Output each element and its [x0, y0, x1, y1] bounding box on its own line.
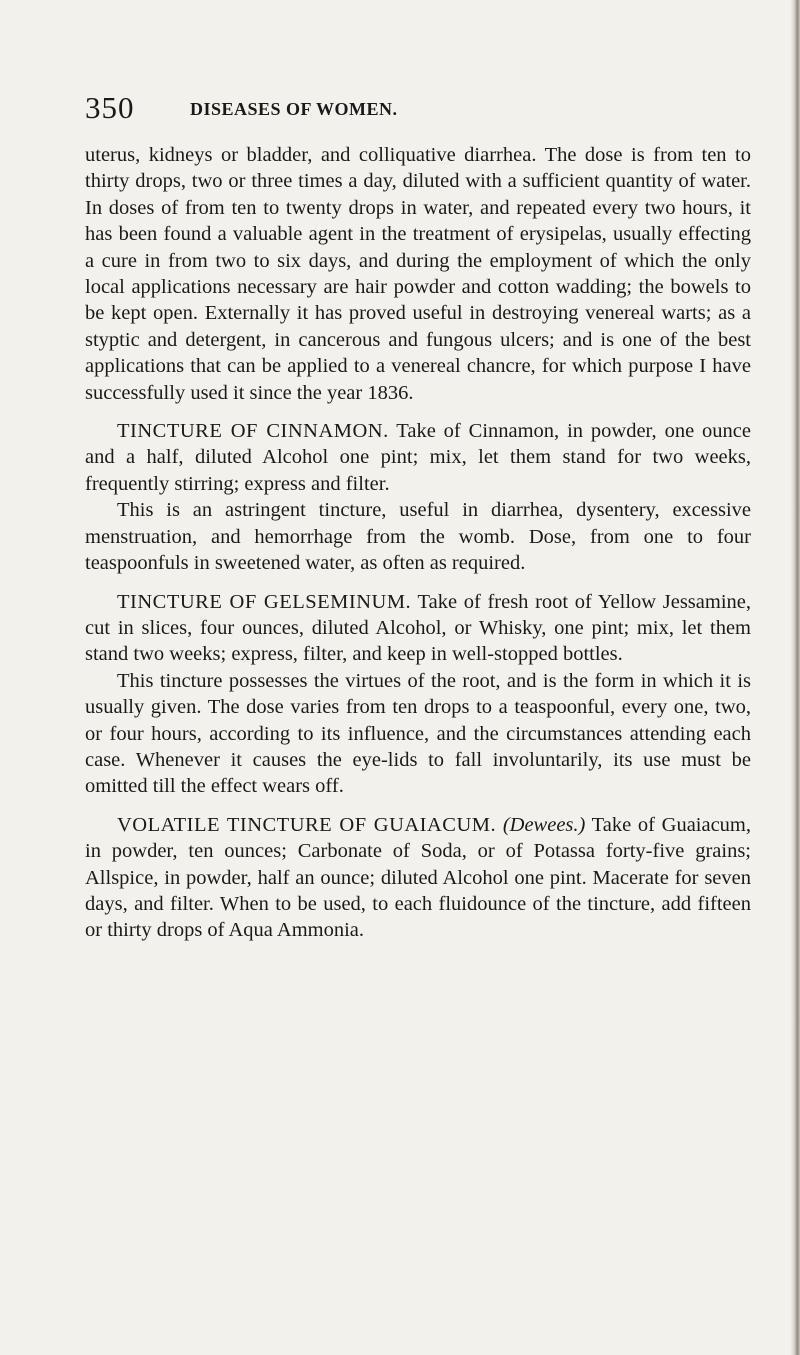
guaiacum-section	[85, 812, 751, 944]
gelseminum-section	[85, 589, 751, 668]
page-header	[85, 90, 755, 130]
cinnamon-heading: TINCTURE OF CINNAMON.	[117, 420, 389, 443]
section-gap	[85, 406, 751, 418]
gelseminum-heading: TINCTURE OF GELSEMINUM.	[117, 590, 412, 613]
section-gap	[85, 800, 751, 812]
page-edge-shadow	[790, 0, 800, 1355]
cinnamon-section	[85, 418, 751, 497]
guaiacum-heading: VOLATILE TINCTURE OF GUAIACUM.	[117, 813, 497, 836]
section-gap	[85, 577, 751, 589]
continuation-paragraph: uterus, kidneys or bladder, and colliquative diarrhea. The dose is from ten to thirty drops, two or three times a day, diluted with a sufficient quantity of water. In doses of from ten to twenty drops in water, and repeated every two hours, it has been found a valuable agent in the treatment of erysipelas, usually effecting a cure in from two to six days, and during the employment of which the only local applications necessary are hair powder and cotton wadding; the bowels to be kept open. Externally it has proved useful in destroying venereal warts; as a styptic and detergent, in cancerous and fungous ulcers; and is one of the best applications that can be applied to a venereal chancre, for which purpose I have successfully used it since the year 1836.	[85, 144, 751, 404]
cinnamon-recipe: Take of Cinnamon, in powder, one ounce and a half, diluted Alcohol one pint; mix, let them stand for two weeks, frequently stirring; express and filter.	[85, 420, 752, 495]
gelseminum-notes: This tincture possesses the virtues of the root, and is the form in which it is usually given. The dose varies from ten drops to a teaspoonful, every one, two, or four hours, according to its influence, and the circumstances attending each case. Whenever it causes the eye-lids to fall involuntarily, its use must be omitted till the effect wears off.	[85, 669, 751, 798]
gelseminum-recipe: Take of fresh root of Yellow Jessamine, cut in slices, four ounces, diluted Alcohol, or Whisky, one pint; mix, let them stand two weeks; express, filter, and keep in well-stopped bottles.	[85, 590, 751, 666]
guaiacum-recipe: Take of Guaiacum, in powder, ten ounces; Carbonate of Soda, or of Potassa forty-five grains; Allspice, in powder, half an ounce; diluted Alcohol one pint. Macerate for seven days, and filter. When to be used, to each fluidounce of the tincture, add fifteen or thirty drops of Aqua Ammonia.	[85, 813, 752, 942]
cinnamon-notes: This is an astringent tincture, useful in diarrhea, dysentery, excessive menstruation, and hemorrhage from the womb. Dose, from one to four teaspoonfuls in sweetened water, as often as required.	[85, 499, 751, 575]
guaiacum-author: (Dewees.)	[502, 813, 586, 836]
page-body	[85, 142, 751, 944]
running-head: DISEASES OF WOMEN.	[190, 99, 398, 119]
page-number: 350	[85, 90, 135, 125]
